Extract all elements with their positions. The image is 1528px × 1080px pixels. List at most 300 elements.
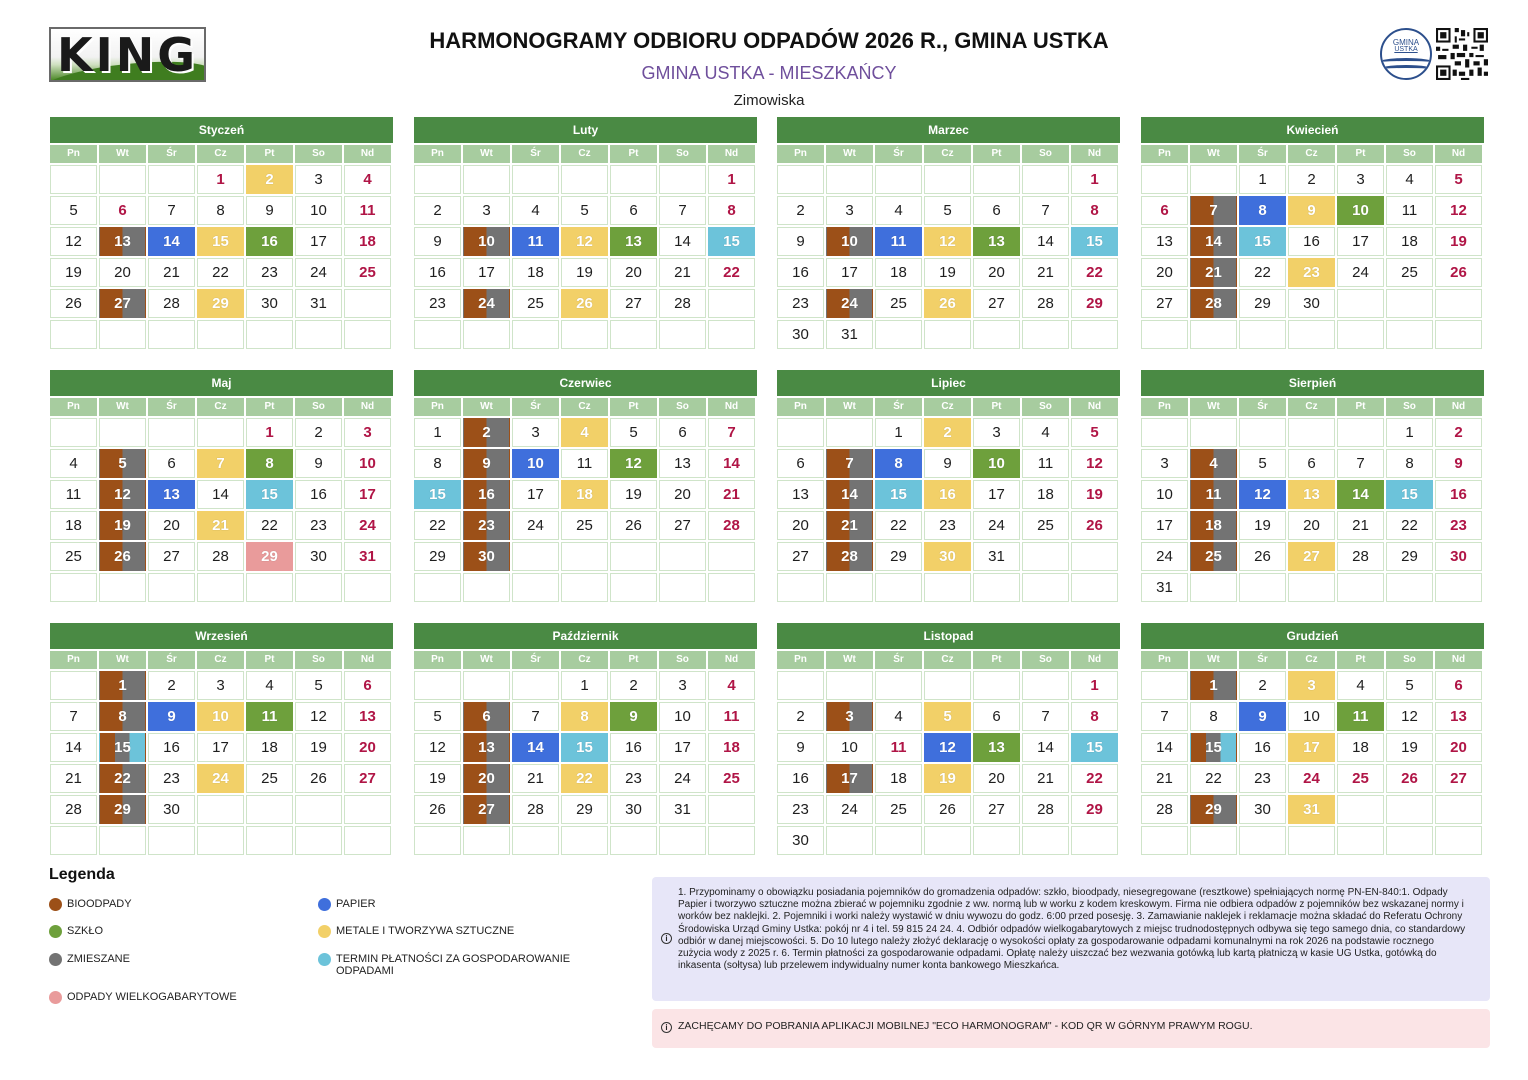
weekday-header: Nd (708, 145, 755, 163)
day-cell: 27 (344, 764, 391, 793)
weekday-header: Cz (924, 651, 971, 669)
empty-day-cell (512, 826, 559, 855)
empty-day-cell (875, 826, 922, 855)
empty-day-cell (973, 165, 1020, 194)
day-cell: 8 (1386, 449, 1433, 478)
empty-day-cell (50, 573, 97, 602)
empty-day-cell (463, 573, 510, 602)
day-cell: 1 (1386, 418, 1433, 447)
weekday-header: So (659, 398, 706, 416)
day-cell: 28 (512, 795, 559, 824)
empty-day-cell (826, 418, 873, 447)
day-cell: 18 (512, 258, 559, 287)
day-cell: 27 (1288, 542, 1335, 571)
day-cell: 28 (1337, 542, 1384, 571)
day-cell: 24 (512, 511, 559, 540)
day-cell: 3 (1337, 165, 1384, 194)
empty-day-cell (1435, 320, 1482, 349)
weekday-header: Cz (1288, 398, 1335, 416)
day-cell: 25 (246, 764, 293, 793)
weekday-header: So (295, 145, 342, 163)
day-cell: 7 (826, 449, 873, 478)
day-cell: 14 (1022, 227, 1069, 256)
day-cell: 26 (1239, 542, 1286, 571)
weekday-header: Pt (246, 145, 293, 163)
day-cell: 16 (924, 480, 971, 509)
day-cell: 19 (1239, 511, 1286, 540)
day-cell: 13 (973, 733, 1020, 762)
day-cell: 1 (561, 671, 608, 700)
day-cell: 21 (1022, 258, 1069, 287)
wielkogabarytowe-dot-icon (49, 991, 62, 1004)
day-cell: 9 (295, 449, 342, 478)
empty-day-cell (512, 165, 559, 194)
empty-day-cell (924, 320, 971, 349)
logo-text: KING (56, 28, 198, 82)
day-cell: 5 (99, 449, 146, 478)
day-cell: 15 (708, 227, 755, 256)
day-cell: 19 (924, 258, 971, 287)
weekday-header: Śr (148, 398, 195, 416)
day-cell: 7 (1022, 196, 1069, 225)
weekday-header: Nd (1071, 651, 1118, 669)
day-cell: 10 (973, 449, 1020, 478)
day-cell: 10 (659, 702, 706, 731)
day-cell: 2 (148, 671, 195, 700)
day-cell: 28 (659, 289, 706, 318)
day-cell: 12 (1435, 196, 1482, 225)
month-title: Październik (414, 623, 757, 649)
day-cell: 9 (1239, 702, 1286, 731)
day-cell: 22 (246, 511, 293, 540)
empty-day-cell (99, 320, 146, 349)
day-cell: 30 (1288, 289, 1335, 318)
day-cell: 18 (1386, 227, 1433, 256)
weekday-header: So (659, 145, 706, 163)
location-label: Zimowiska (733, 92, 805, 109)
day-cell: 30 (1239, 795, 1286, 824)
day-cell: 24 (659, 764, 706, 793)
empty-day-cell (1022, 826, 1069, 855)
day-cell: 1 (708, 165, 755, 194)
day-cell: 6 (973, 196, 1020, 225)
empty-day-cell (1071, 573, 1118, 602)
day-cell: 2 (1239, 671, 1286, 700)
day-cell: 24 (1337, 258, 1384, 287)
day-cell: 9 (148, 702, 195, 731)
weekday-header: Nd (1435, 145, 1482, 163)
day-cell: 30 (463, 542, 510, 571)
day-cell: 5 (414, 702, 461, 731)
day-cell: 8 (414, 449, 461, 478)
day-cell: 18 (344, 227, 391, 256)
empty-day-cell (344, 826, 391, 855)
day-cell: 26 (610, 511, 657, 540)
month-calendar (777, 370, 1120, 602)
qr-code-icon[interactable] (1436, 28, 1488, 80)
empty-day-cell (1337, 826, 1384, 855)
month-calendar (50, 370, 393, 602)
day-cell: 21 (148, 258, 195, 287)
weekday-header: Pt (973, 651, 1020, 669)
empty-day-cell (708, 795, 755, 824)
empty-day-cell (1337, 573, 1384, 602)
empty-day-cell (924, 165, 971, 194)
day-cell: 1 (1071, 165, 1118, 194)
month-title: Luty (414, 117, 757, 143)
day-cell: 17 (1337, 227, 1384, 256)
day-cell: 2 (295, 418, 342, 447)
day-cell: 10 (1141, 480, 1188, 509)
day-cell: 13 (1288, 480, 1335, 509)
empty-day-cell (1337, 418, 1384, 447)
day-cell: 15 (1190, 733, 1237, 762)
day-cell: 12 (561, 227, 608, 256)
day-cell: 20 (973, 258, 1020, 287)
empty-day-cell (1386, 573, 1433, 602)
weekday-header: So (1386, 651, 1433, 669)
weekday-header: Cz (924, 398, 971, 416)
month-days-grid (414, 398, 757, 602)
day-cell: 28 (1190, 289, 1237, 318)
day-cell: 5 (1071, 418, 1118, 447)
month-title: Lipiec (777, 370, 1120, 396)
month-title: Maj (50, 370, 393, 396)
day-cell: 24 (826, 795, 873, 824)
day-cell: 29 (1071, 289, 1118, 318)
day-cell: 15 (1239, 227, 1286, 256)
weekday-header: Cz (561, 651, 608, 669)
zmieszane-dot-icon (49, 953, 62, 966)
day-cell: 29 (561, 795, 608, 824)
day-cell: 12 (1386, 702, 1433, 731)
empty-day-cell (1141, 165, 1188, 194)
day-cell: 20 (1141, 258, 1188, 287)
empty-day-cell (1071, 826, 1118, 855)
empty-day-cell (1022, 671, 1069, 700)
empty-day-cell (1022, 165, 1069, 194)
day-cell: 21 (1337, 511, 1384, 540)
day-cell: 15 (561, 733, 608, 762)
day-cell: 2 (1288, 165, 1335, 194)
day-cell: 23 (777, 795, 824, 824)
day-cell: 4 (561, 418, 608, 447)
month-title: Kwiecień (1141, 117, 1484, 143)
day-cell: 18 (1337, 733, 1384, 762)
day-cell: 22 (1071, 258, 1118, 287)
day-cell: 16 (295, 480, 342, 509)
day-cell: 20 (610, 258, 657, 287)
legend-item-papier (318, 898, 578, 911)
day-cell: 8 (197, 196, 244, 225)
day-cell: 12 (1071, 449, 1118, 478)
empty-day-cell (924, 573, 971, 602)
day-cell: 27 (777, 542, 824, 571)
day-cell: 19 (414, 764, 461, 793)
day-cell: 30 (295, 542, 342, 571)
day-cell: 24 (1141, 542, 1188, 571)
day-cell: 6 (99, 196, 146, 225)
day-cell: 15 (197, 227, 244, 256)
day-cell: 17 (344, 480, 391, 509)
day-cell: 10 (512, 449, 559, 478)
day-cell: 31 (295, 289, 342, 318)
day-cell: 11 (512, 227, 559, 256)
empty-day-cell (561, 165, 608, 194)
day-cell: 16 (1435, 480, 1482, 509)
empty-day-cell (924, 826, 971, 855)
weekday-header: Nd (1071, 398, 1118, 416)
empty-day-cell (708, 826, 755, 855)
empty-day-cell (512, 320, 559, 349)
empty-day-cell (50, 418, 97, 447)
day-cell: 28 (708, 511, 755, 540)
day-cell: 20 (1435, 733, 1482, 762)
day-cell: 23 (777, 289, 824, 318)
day-cell: 6 (777, 449, 824, 478)
legend-label: SZKŁO (67, 925, 104, 937)
day-cell: 5 (561, 196, 608, 225)
day-cell: 10 (1337, 196, 1384, 225)
day-cell: 7 (1141, 702, 1188, 731)
day-cell: 20 (99, 258, 146, 287)
legend-label: ODPADY WIELKOGABARYTOWE (67, 991, 237, 1003)
day-cell: 2 (463, 418, 510, 447)
day-cell: 9 (246, 196, 293, 225)
empty-day-cell (197, 826, 244, 855)
day-cell: 29 (414, 542, 461, 571)
day-cell: 10 (197, 702, 244, 731)
empty-day-cell (50, 826, 97, 855)
empty-day-cell (659, 826, 706, 855)
empty-day-cell (610, 542, 657, 571)
bioodpady-dot-icon (49, 898, 62, 911)
day-cell: 10 (826, 227, 873, 256)
metale-dot-icon (318, 925, 331, 938)
gmina-logo-text: GMINA (1392, 38, 1420, 47)
month-calendar (1141, 370, 1484, 602)
empty-day-cell (344, 795, 391, 824)
day-cell: 14 (50, 733, 97, 762)
weekday-header: Wt (463, 145, 510, 163)
legend-title: Legenda (49, 866, 115, 883)
month-calendar (414, 370, 757, 602)
day-cell: 3 (463, 196, 510, 225)
weekday-header: So (295, 651, 342, 669)
empty-day-cell (561, 573, 608, 602)
empty-day-cell (973, 826, 1020, 855)
day-cell: 6 (463, 702, 510, 731)
day-cell: 7 (1022, 702, 1069, 731)
day-cell: 30 (148, 795, 195, 824)
day-cell: 8 (561, 702, 608, 731)
day-cell: 30 (777, 826, 824, 855)
weekday-header: Śr (875, 651, 922, 669)
empty-day-cell (414, 826, 461, 855)
day-cell: 23 (1288, 258, 1335, 287)
month-days-grid (1141, 145, 1484, 349)
weekday-header: So (1386, 145, 1433, 163)
empty-day-cell (1071, 320, 1118, 349)
weekday-header: Wt (826, 398, 873, 416)
day-cell: 22 (1239, 258, 1286, 287)
legend-label: TERMIN PŁATNOŚCI ZA GOSPODAROWANIE ODPADAMI (336, 953, 571, 977)
day-cell: 27 (973, 795, 1020, 824)
day-cell: 25 (875, 289, 922, 318)
day-cell: 29 (197, 289, 244, 318)
empty-day-cell (1239, 320, 1286, 349)
day-cell: 22 (197, 258, 244, 287)
day-cell: 19 (924, 764, 971, 793)
day-cell: 2 (414, 196, 461, 225)
day-cell: 6 (610, 196, 657, 225)
day-cell: 20 (659, 480, 706, 509)
empty-day-cell (1141, 671, 1188, 700)
day-cell: 6 (344, 671, 391, 700)
gmina-logo-text2: USTKA (1394, 46, 1418, 53)
day-cell: 2 (777, 702, 824, 731)
day-cell: 1 (1239, 165, 1286, 194)
day-cell: 18 (875, 764, 922, 793)
day-cell: 9 (463, 449, 510, 478)
day-cell: 21 (197, 511, 244, 540)
day-cell: 18 (561, 480, 608, 509)
day-cell: 3 (197, 671, 244, 700)
day-cell: 8 (99, 702, 146, 731)
day-cell: 26 (924, 289, 971, 318)
empty-day-cell (777, 165, 824, 194)
weekday-header: Wt (1190, 651, 1237, 669)
month-calendar (50, 117, 393, 349)
month-days-grid (777, 398, 1120, 602)
day-cell: 4 (875, 196, 922, 225)
empty-day-cell (1386, 795, 1433, 824)
day-cell: 8 (246, 449, 293, 478)
day-cell: 8 (1071, 196, 1118, 225)
legend-item-szklo (49, 925, 309, 938)
day-cell: 1 (197, 165, 244, 194)
legend-item-bioodpady (49, 898, 309, 911)
empty-day-cell (875, 671, 922, 700)
day-cell: 11 (708, 702, 755, 731)
day-cell: 26 (50, 289, 97, 318)
day-cell: 7 (50, 702, 97, 731)
info-icon: i (661, 1022, 672, 1033)
day-cell: 13 (610, 227, 657, 256)
day-cell: 25 (1190, 542, 1237, 571)
empty-day-cell (197, 418, 244, 447)
weekday-header: Pt (610, 398, 657, 416)
weekday-header: So (295, 398, 342, 416)
empty-day-cell (463, 826, 510, 855)
weekday-header: Śr (512, 398, 559, 416)
weekday-header: Nd (1435, 398, 1482, 416)
day-cell: 23 (924, 511, 971, 540)
day-cell: 26 (561, 289, 608, 318)
day-cell: 5 (50, 196, 97, 225)
weekday-header: Pt (1337, 651, 1384, 669)
day-cell: 19 (1435, 227, 1482, 256)
legend-item-wielkogabarytowe (49, 991, 309, 1004)
day-cell: 20 (777, 511, 824, 540)
weekday-header: Pt (246, 398, 293, 416)
empty-day-cell (1022, 320, 1069, 349)
day-cell: 1 (1071, 671, 1118, 700)
empty-day-cell (1141, 418, 1188, 447)
legend-item-metale (318, 925, 578, 938)
day-cell: 6 (973, 702, 1020, 731)
day-cell: 28 (197, 542, 244, 571)
day-cell: 14 (659, 227, 706, 256)
day-cell: 22 (414, 511, 461, 540)
day-cell: 12 (295, 702, 342, 731)
empty-day-cell (197, 320, 244, 349)
day-cell: 2 (246, 165, 293, 194)
day-cell: 20 (148, 511, 195, 540)
weekday-header: Śr (512, 651, 559, 669)
day-cell: 17 (826, 764, 873, 793)
day-cell: 2 (610, 671, 657, 700)
day-cell: 28 (148, 289, 195, 318)
day-cell: 10 (463, 227, 510, 256)
empty-day-cell (1022, 573, 1069, 602)
weekday-header: Pn (414, 651, 461, 669)
page-subtitle: GMINA USTKA - MIESZKAŃCY (641, 63, 897, 83)
day-cell: 26 (1386, 764, 1433, 793)
empty-day-cell (148, 826, 195, 855)
weekday-header: Cz (197, 651, 244, 669)
weekday-header: Nd (344, 398, 391, 416)
day-cell: 13 (99, 227, 146, 256)
weekday-header: Pn (50, 651, 97, 669)
empty-day-cell (561, 826, 608, 855)
day-cell: 15 (1071, 227, 1118, 256)
empty-day-cell (875, 320, 922, 349)
day-cell: 31 (1288, 795, 1335, 824)
empty-day-cell (295, 795, 342, 824)
day-cell: 17 (1288, 733, 1335, 762)
day-cell: 9 (924, 449, 971, 478)
empty-day-cell (1386, 826, 1433, 855)
empty-day-cell (826, 165, 873, 194)
day-cell: 22 (1071, 764, 1118, 793)
day-cell: 3 (1141, 449, 1188, 478)
day-cell: 1 (99, 671, 146, 700)
day-cell: 21 (1190, 258, 1237, 287)
weekday-header: So (1022, 145, 1069, 163)
weekday-header: Pn (1141, 398, 1188, 416)
day-cell: 28 (1022, 289, 1069, 318)
empty-day-cell (463, 165, 510, 194)
day-cell: 13 (1141, 227, 1188, 256)
empty-day-cell (99, 573, 146, 602)
day-cell: 25 (344, 258, 391, 287)
day-cell: 21 (708, 480, 755, 509)
empty-day-cell (1288, 826, 1335, 855)
day-cell: 14 (148, 227, 195, 256)
day-cell: 9 (777, 733, 824, 762)
weekday-header: Nd (1071, 145, 1118, 163)
empty-day-cell (197, 573, 244, 602)
empty-day-cell (246, 573, 293, 602)
empty-day-cell (708, 320, 755, 349)
day-cell: 19 (50, 258, 97, 287)
legend-item-zmieszane (49, 953, 309, 966)
empty-day-cell (1141, 320, 1188, 349)
day-cell: 19 (1386, 733, 1433, 762)
day-cell: 9 (1288, 196, 1335, 225)
empty-day-cell (1190, 573, 1237, 602)
